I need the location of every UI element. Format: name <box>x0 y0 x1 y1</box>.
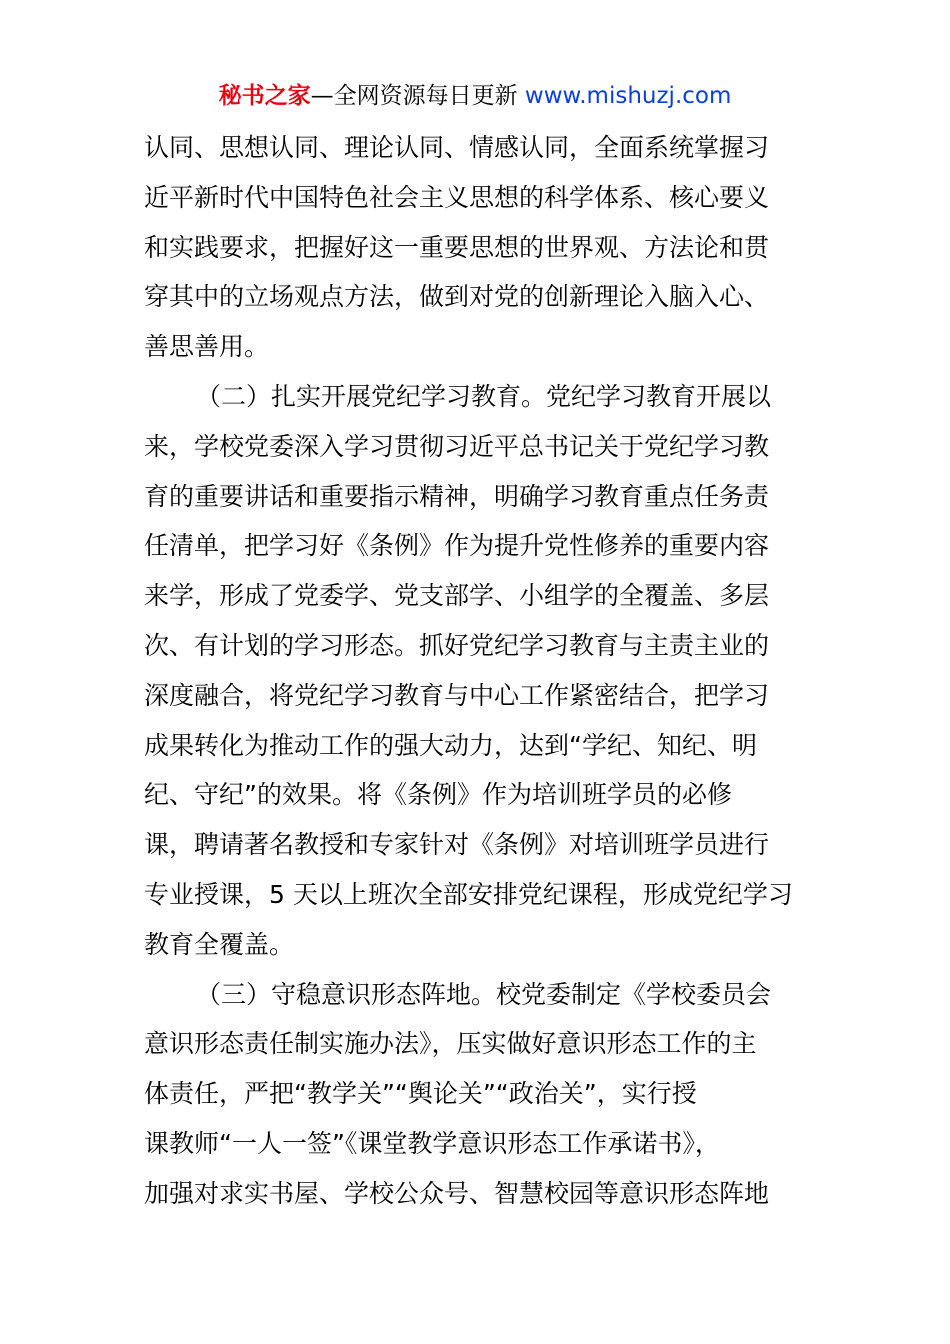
site-url[interactable]: www.mishuzj.com <box>524 83 732 109</box>
text-line: 和实践要求，把握好这一重要思想的世界观、方法论和贯 <box>144 232 770 262</box>
text-line: 育的重要讲话和重要指示精神，明确学习教育重点任务责 <box>144 481 770 511</box>
text-line: 课，聘请著名教授和专家针对《条例》对培训班学员进行 <box>144 830 770 860</box>
text-line: 纪、守纪”的效果。将《条例》作为培训班学员的必修 <box>144 780 732 810</box>
text-line: 体责任，严把“教学关”“舆论关”“政治关”，实行授 <box>144 1079 697 1109</box>
text-line: 认同、思想认同、理论认同、情感认同，全面系统掌握习 <box>144 133 770 162</box>
text-line: 来，学校党委深入学习贯彻习近平总书记关于党纪学习教 <box>144 431 770 461</box>
text-line: 善思善用。 <box>144 332 270 362</box>
site-header <box>0 80 950 112</box>
text-line: 专业授课，5 天以上班次全部安排党纪课程，形成党纪学习 <box>144 879 793 909</box>
site-tagline: —全网资源每日更新 <box>310 83 518 109</box>
document-body <box>144 123 814 1219</box>
section-heading-line: （三）守稳意识形态阵地。校党委制定《学校委员会 <box>196 979 772 1009</box>
section-heading-line: （二）扎实开展党纪学习教育。党纪学习教育开展以 <box>196 381 772 411</box>
text-line: 来学，形成了党委学、党支部学、小组学的全覆盖、多层 <box>144 581 770 611</box>
text-line: 近平新时代中国特色社会主义思想的科学体系、核心要义 <box>144 182 770 212</box>
text-line: 成果转化为推动工作的强大动力，达到“学纪、知纪、明 <box>144 730 757 760</box>
text-line: 深度融合，将党纪学习教育与中心工作紧密结合，把学习 <box>144 680 770 710</box>
text-line: 加强对求实书屋、学校公众号、智慧校园等意识形态阵地 <box>144 1178 770 1208</box>
site-brand: 秘书之家 <box>218 83 311 109</box>
text-line: 意识形态责任制实施办法》，压实做好意识形态工作的主 <box>144 1029 757 1059</box>
text-line: 教育全覆盖。 <box>144 929 295 959</box>
text-line: 课教师“一人一签”《课堂教学意识形态工作承诺书》， <box>144 1128 720 1158</box>
text-line: 穿其中的立场观点方法，做到对党的创新理论入脑入心、 <box>144 282 770 312</box>
text-line: 次、有计划的学习形态。抓好党纪学习教育与主责主业的 <box>144 630 770 660</box>
text-line: 任清单，把学习好《条例》作为提升党性修养的重要内容 <box>144 531 770 561</box>
